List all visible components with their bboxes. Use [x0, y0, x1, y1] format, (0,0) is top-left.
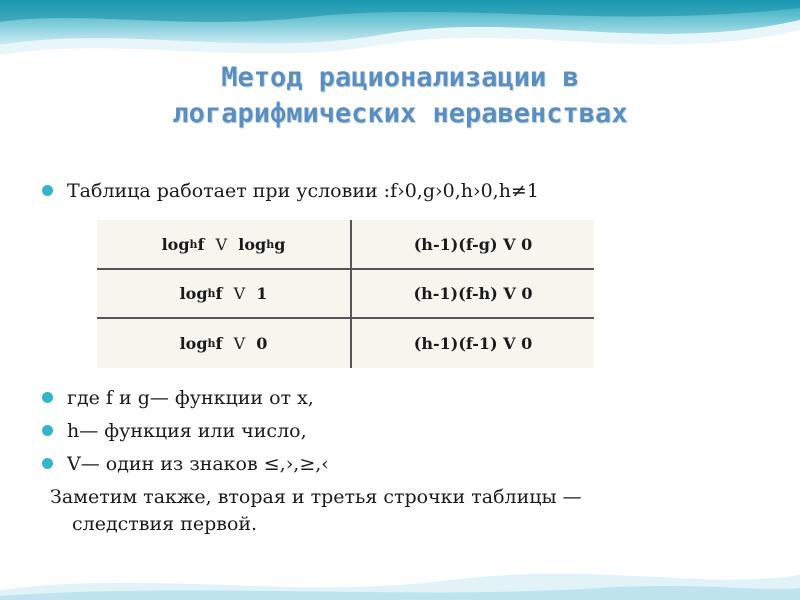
table-cell-right: (h-1)(f-1) V 0: [413, 333, 533, 353]
bullet-dot-icon: [42, 425, 53, 436]
bottom-wave-decoration: [0, 540, 800, 600]
bullet-text: V— один из знаков ≤,›,≥,‹: [67, 453, 329, 475]
title-line-1: Метод рационализации в: [221, 62, 579, 93]
bullet-text: где f и g— функции от x,: [67, 387, 314, 409]
bullet-text: h— функция или число,: [67, 420, 307, 442]
bullet-dot-icon: [42, 458, 53, 469]
slide-title: [0, 60, 800, 132]
bullet-h: [42, 418, 307, 444]
bullet-signs: [42, 451, 329, 477]
table-row: [97, 318, 594, 368]
title-line-2: логарифмических неравенствах: [172, 98, 628, 129]
condition-text: Таблица работает при условии :f›0,g›0,h›0,h≠1: [67, 180, 539, 202]
table-row: [97, 220, 594, 269]
table-column-divider: [350, 220, 352, 368]
note-line-2: следствия первой.: [72, 513, 258, 535]
note-line-1: Заметим также, вторая и третья строчки таблицы —: [50, 486, 582, 508]
closing-note: [50, 484, 730, 538]
bullet-condition: [42, 178, 539, 204]
table-cell-left: log h f V log h g: [161, 235, 286, 254]
table-row: [97, 269, 594, 318]
table-cell-right: (h-1)(f-h) V 0: [413, 284, 533, 303]
table-cell-right: (h-1)(f-g) V 0: [413, 235, 533, 254]
bullet-functions: [42, 385, 314, 411]
rationalization-table: [97, 220, 594, 368]
bullet-dot-icon: [42, 185, 53, 196]
table-cell-left: log h f V 1: [179, 284, 268, 303]
table-cell-left: log h f V 0: [179, 333, 268, 353]
bullet-dot-icon: [42, 392, 53, 403]
